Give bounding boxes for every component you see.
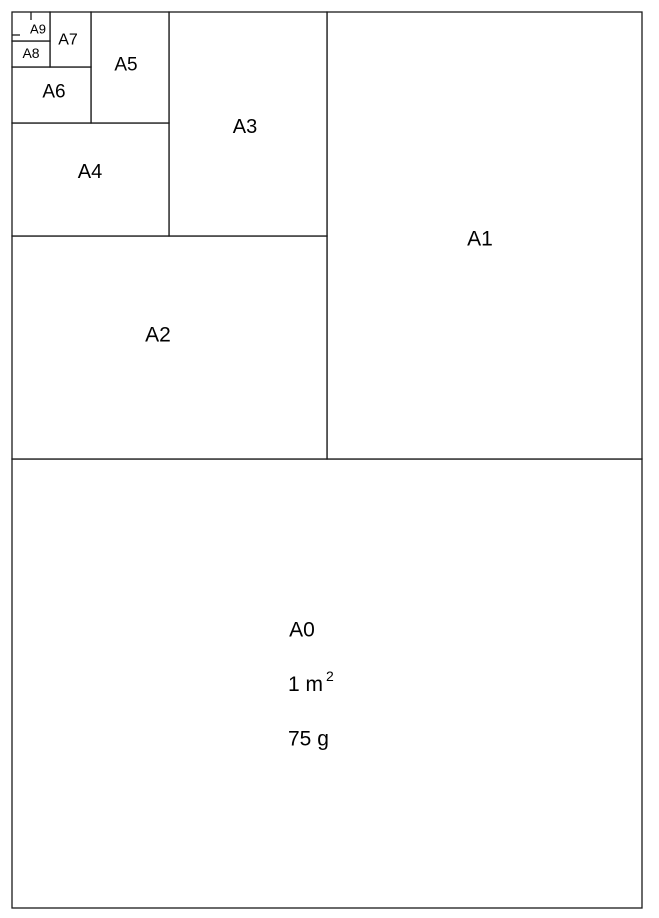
sheet-a1: [327, 12, 642, 459]
sheet-a2: [12, 236, 327, 459]
a0-area-value: 1 m: [288, 672, 324, 696]
sheet-a6: [12, 67, 91, 123]
sheet-a9: [12, 12, 50, 41]
sheet-a6-label: A6: [42, 81, 66, 103]
sheet-a0: [12, 459, 642, 908]
sheet-a4: [12, 123, 169, 236]
sheet-a2-outline: [12, 236, 327, 459]
sheet-a5: [91, 12, 169, 123]
sheet-a3-label: A3: [232, 116, 258, 138]
a0-weight-text: 75 g: [288, 727, 329, 751]
sheet-a4-label: A4: [77, 161, 103, 183]
sheet-a9-label: A9: [30, 21, 46, 37]
sheet-a5-label: A5: [114, 54, 138, 76]
sheet-a8: [12, 41, 50, 67]
a0-area-exponent: 2: [326, 668, 334, 684]
sheet-a1-label: A1: [467, 227, 493, 251]
sheet-a7-label: A7: [58, 31, 78, 49]
sheet-a8-label: A8: [22, 45, 40, 61]
sheet-a3: [169, 12, 327, 236]
sheet-a2-label: A2: [145, 323, 171, 347]
sheet-a7: [50, 12, 91, 67]
sheet-a0-label: A0: [289, 618, 315, 642]
